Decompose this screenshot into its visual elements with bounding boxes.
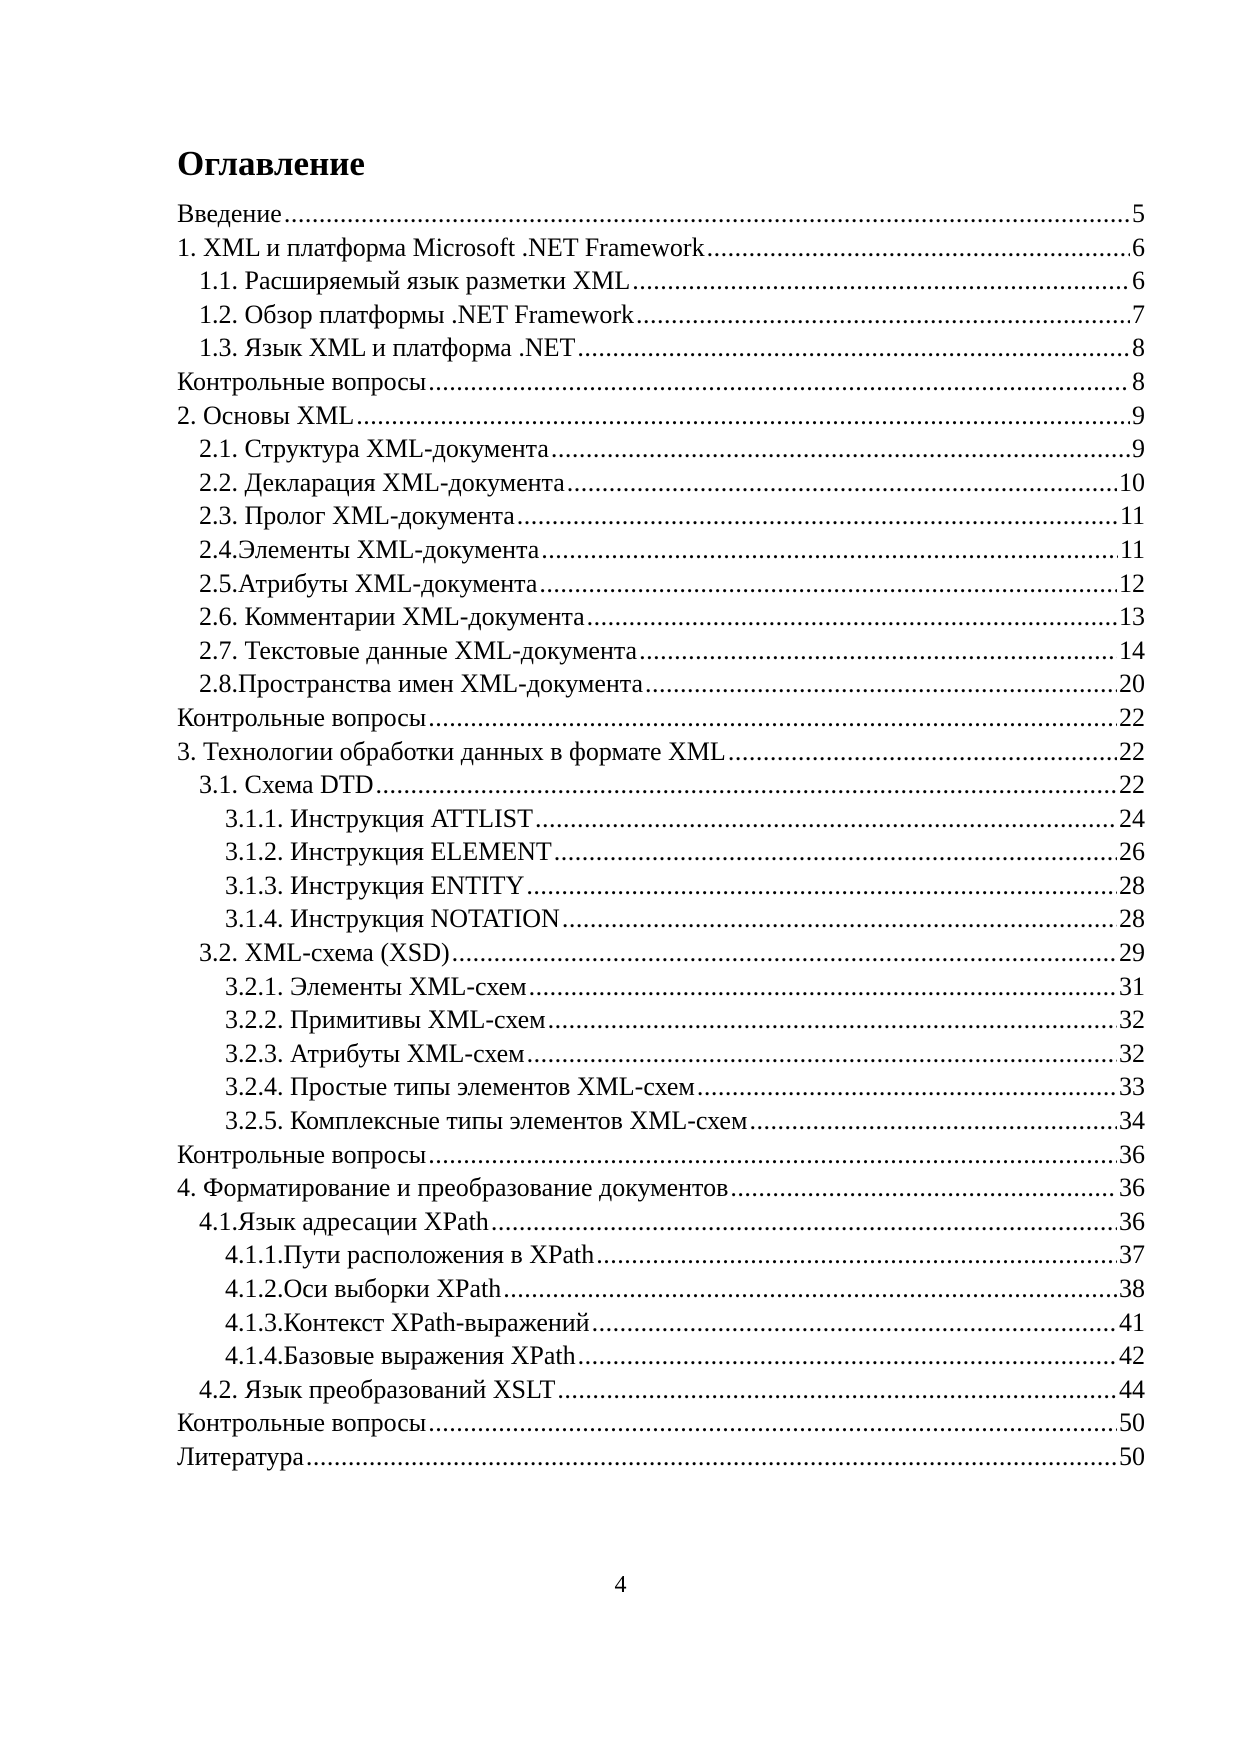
toc-entry-label: 4. Форматирование и преобразование документов	[177, 1173, 729, 1203]
toc-entry-page-number: 33	[1119, 1072, 1145, 1102]
toc-entry-page-number: 50	[1119, 1408, 1145, 1438]
toc-entry-label: 3.2.3. Атрибуты XML-схем	[225, 1038, 525, 1068]
toc-dot-leader	[730, 1171, 1117, 1205]
toc-dot-leader	[551, 432, 1130, 466]
toc-dot-leader	[567, 466, 1117, 500]
toc-entry-label: 4.1.1.Пути расположения в XPath	[225, 1240, 595, 1270]
toc-entry[interactable]	[177, 466, 1145, 500]
toc-dot-leader	[707, 231, 1130, 265]
toc-entry-page-number: 32	[1119, 1038, 1145, 1068]
toc-dot-leader	[527, 1037, 1117, 1071]
toc-entry[interactable]	[177, 1238, 1145, 1272]
toc-dot-leader	[452, 936, 1117, 970]
toc-entry[interactable]	[177, 1339, 1145, 1373]
toc-dot-leader	[428, 701, 1117, 735]
toc-dot-leader	[541, 533, 1118, 567]
toc-entry[interactable]	[177, 768, 1145, 802]
toc-entry-page-number: 8	[1132, 366, 1145, 396]
toc-entry[interactable]	[177, 735, 1145, 769]
toc-entry-page-number: 5	[1132, 199, 1145, 228]
toc-entry-page-number: 11	[1119, 534, 1145, 564]
toc-entry[interactable]	[177, 667, 1145, 701]
toc-entry[interactable]	[177, 802, 1145, 836]
toc-entry-page-number: 14	[1119, 635, 1145, 665]
toc-entry-label: 1. XML и платформа Microsoft .NET Framework	[177, 232, 705, 262]
toc-entry-label: 1.3. Язык XML и платформа .NET	[199, 333, 576, 363]
toc-entry[interactable]	[177, 835, 1145, 869]
toc-dot-leader	[517, 499, 1118, 533]
toc-dot-leader	[577, 331, 1130, 365]
toc-entry-page-number: 9	[1132, 400, 1145, 430]
toc-entry[interactable]	[177, 1037, 1145, 1071]
toc-entry-label: 1.2. Обзор платформы .NET Framework	[199, 299, 635, 329]
toc-entry-label: 1.1. Расширяемый язык разметки XML	[199, 266, 631, 296]
toc-entry[interactable]	[177, 231, 1145, 265]
toc-dot-leader	[596, 1238, 1117, 1272]
toc-entry[interactable]	[177, 1272, 1145, 1306]
toc-entry-label: 4.1.2.Оси выборки XPath	[225, 1274, 502, 1303]
toc-entry-label: 2.2. Декларация XML-документа	[199, 467, 565, 497]
toc-entry[interactable]	[177, 264, 1145, 298]
toc-entry-page-number: 42	[1119, 1341, 1145, 1371]
toc-dot-leader	[428, 1138, 1117, 1172]
toc-entry-page-number: 22	[1119, 702, 1145, 732]
toc-entry-page-number: 11	[1119, 501, 1145, 531]
toc-entry-label: 2.1. Структура XML-документа	[199, 434, 549, 464]
toc-entry-label: 3.1.2. Инструкция ELEMENT	[225, 837, 552, 867]
toc-entry-page-number: 10	[1119, 467, 1145, 497]
toc-entry[interactable]	[177, 936, 1145, 970]
toc-entry-page-number: 6	[1132, 232, 1145, 262]
toc-entry-page-number: 38	[1119, 1274, 1145, 1303]
toc-entry[interactable]	[177, 567, 1145, 601]
toc-entry-page-number: 29	[1119, 938, 1145, 968]
toc-entry[interactable]	[177, 298, 1145, 332]
toc-dot-leader	[375, 768, 1117, 802]
toc-entry-label: 2.8.Пространства имен XML-документа	[199, 669, 644, 699]
toc-entry-page-number: 6	[1132, 266, 1145, 296]
toc-entry-label: 2.4.Элементы XML-документа	[199, 534, 540, 564]
toc-entry[interactable]	[177, 197, 1145, 231]
toc-entry[interactable]	[177, 1171, 1145, 1205]
toc-entry-page-number: 37	[1119, 1240, 1145, 1270]
toc-entry-page-number: 8	[1132, 333, 1145, 363]
toc-entry-page-number: 7	[1132, 299, 1145, 329]
toc-entry-label: 3.2.5. Комплексные типы элементов XML-схем	[225, 1106, 748, 1136]
toc-entry[interactable]	[177, 1440, 1145, 1474]
toc-entry-label: Контрольные вопросы	[177, 1139, 427, 1169]
toc-entry-label: 2.6. Комментарии XML-документа	[199, 602, 585, 632]
toc-entry[interactable]	[177, 499, 1145, 533]
toc-entry[interactable]	[177, 399, 1145, 433]
toc-entry-label: 4.1.Язык адресации XPath	[199, 1206, 489, 1236]
toc-dot-leader	[503, 1272, 1117, 1306]
toc-entry[interactable]	[177, 869, 1145, 903]
table-of-contents	[177, 197, 1145, 1474]
toc-entry-label: 4.1.3.Контекст XPath-выражений	[225, 1307, 590, 1337]
toc-entry[interactable]	[177, 1138, 1145, 1172]
toc-entry[interactable]	[177, 1306, 1145, 1340]
toc-entry-page-number: 36	[1119, 1206, 1145, 1236]
toc-entry-page-number: 34	[1119, 1106, 1145, 1136]
toc-entry-page-number: 28	[1119, 904, 1145, 934]
toc-dot-leader	[592, 1306, 1117, 1340]
toc-entry[interactable]	[177, 1070, 1145, 1104]
toc-entry-label: Контрольные вопросы	[177, 702, 427, 732]
toc-entry-label: 3.1.1. Инструкция ATTLIST	[225, 803, 534, 833]
toc-dot-leader	[306, 1440, 1117, 1474]
toc-entry-label: 3.2.2. Примитивы XML-схем	[225, 1005, 546, 1035]
toc-dot-leader	[562, 902, 1117, 936]
toc-dot-leader	[749, 1104, 1117, 1138]
toc-dot-leader	[728, 735, 1117, 769]
toc-entry[interactable]	[177, 634, 1145, 668]
toc-dot-leader	[578, 1339, 1117, 1373]
toc-entry[interactable]	[177, 331, 1145, 365]
toc-entry[interactable]	[177, 1003, 1145, 1037]
toc-dot-leader	[428, 365, 1130, 399]
toc-entry-label: Контрольные вопросы	[177, 366, 427, 396]
toc-entry-label: Контрольные вопросы	[177, 1408, 427, 1438]
toc-entry-page-number: 41	[1119, 1307, 1145, 1337]
toc-dot-leader	[356, 399, 1130, 433]
toc-entry-label: 3.2. XML-схема (XSD)	[199, 938, 450, 968]
toc-dot-leader	[639, 634, 1117, 668]
toc-dot-leader	[284, 197, 1130, 231]
toc-entry[interactable]	[177, 970, 1145, 1004]
toc-entry-page-number: 32	[1119, 1005, 1145, 1035]
toc-dot-leader	[632, 264, 1130, 298]
toc-dot-leader	[428, 1406, 1117, 1440]
toc-entry-page-number: 31	[1119, 971, 1145, 1001]
toc-dot-leader	[587, 600, 1117, 634]
toc-dot-leader	[539, 567, 1117, 601]
toc-entry-page-number: 9	[1132, 434, 1145, 464]
toc-entry-page-number: 26	[1119, 837, 1145, 867]
toc-entry[interactable]	[177, 701, 1145, 735]
toc-entry-label: 3.1. Схема DTD	[199, 770, 374, 800]
toc-entry-page-number: 36	[1119, 1139, 1145, 1169]
toc-entry-page-number: 20	[1119, 669, 1145, 699]
toc-entry[interactable]	[177, 1406, 1145, 1440]
toc-dot-leader	[557, 1373, 1117, 1407]
toc-entry-label: 3.2.4. Простые типы элементов XML-схем	[225, 1072, 695, 1102]
toc-dot-leader	[535, 802, 1117, 836]
toc-entry[interactable]	[177, 1205, 1145, 1239]
toc-entry-label: 3. Технологии обработки данных в формате XML	[177, 736, 726, 766]
toc-entry-label: 4.2. Язык преобразований XSLT	[199, 1374, 556, 1404]
toc-dot-leader	[645, 667, 1117, 701]
page-number: 4	[614, 1572, 627, 1598]
toc-entry-page-number: 12	[1119, 568, 1145, 598]
toc-entry-page-number: 22	[1119, 770, 1145, 800]
toc-entry-page-number: 22	[1119, 736, 1145, 766]
toc-entry-page-number: 50	[1119, 1441, 1145, 1471]
toc-dot-leader	[526, 869, 1117, 903]
toc-dot-leader	[636, 298, 1130, 332]
toc-entry-page-number: 36	[1119, 1173, 1145, 1203]
toc-entry[interactable]	[177, 1104, 1145, 1138]
toc-entry-label: 3.1.4. Инструкция NOTATION	[225, 904, 560, 934]
toc-entry[interactable]	[177, 365, 1145, 399]
toc-entry[interactable]	[177, 533, 1145, 567]
toc-entry[interactable]	[177, 902, 1145, 936]
toc-entry-label: 3.2.1. Элементы XML-схем	[225, 971, 527, 1001]
toc-entry-page-number: 24	[1119, 803, 1145, 833]
toc-entry-page-number: 13	[1119, 602, 1145, 632]
toc-dot-leader	[548, 1003, 1117, 1037]
toc-entry-label: 3.1.3. Инструкция ENTITY	[225, 870, 525, 900]
toc-entry-label: 2.3. Пролог XML-документа	[199, 501, 515, 531]
toc-dot-leader	[529, 970, 1117, 1004]
toc-dot-leader	[491, 1205, 1117, 1239]
toc-entry-label: 4.1.4.Базовые выражения XPath	[225, 1341, 576, 1371]
toc-entry-page-number: 28	[1119, 870, 1145, 900]
toc-entry[interactable]	[177, 432, 1145, 466]
page-title: Оглавление	[177, 144, 365, 183]
toc-entry-label: 2. Основы XML	[177, 400, 355, 430]
toc-entry-label: Литература	[177, 1441, 304, 1471]
toc-entry[interactable]	[177, 600, 1145, 634]
toc-dot-leader	[697, 1070, 1117, 1104]
toc-dot-leader	[554, 835, 1117, 869]
toc-entry[interactable]	[177, 1373, 1145, 1407]
toc-entry-label: 2.5.Атрибуты XML-документа	[199, 568, 538, 598]
toc-entry-label: 2.7. Текстовые данные XML-документа	[199, 635, 638, 665]
toc-entry-page-number: 44	[1119, 1374, 1145, 1404]
toc-entry-label: Введение	[177, 199, 282, 228]
